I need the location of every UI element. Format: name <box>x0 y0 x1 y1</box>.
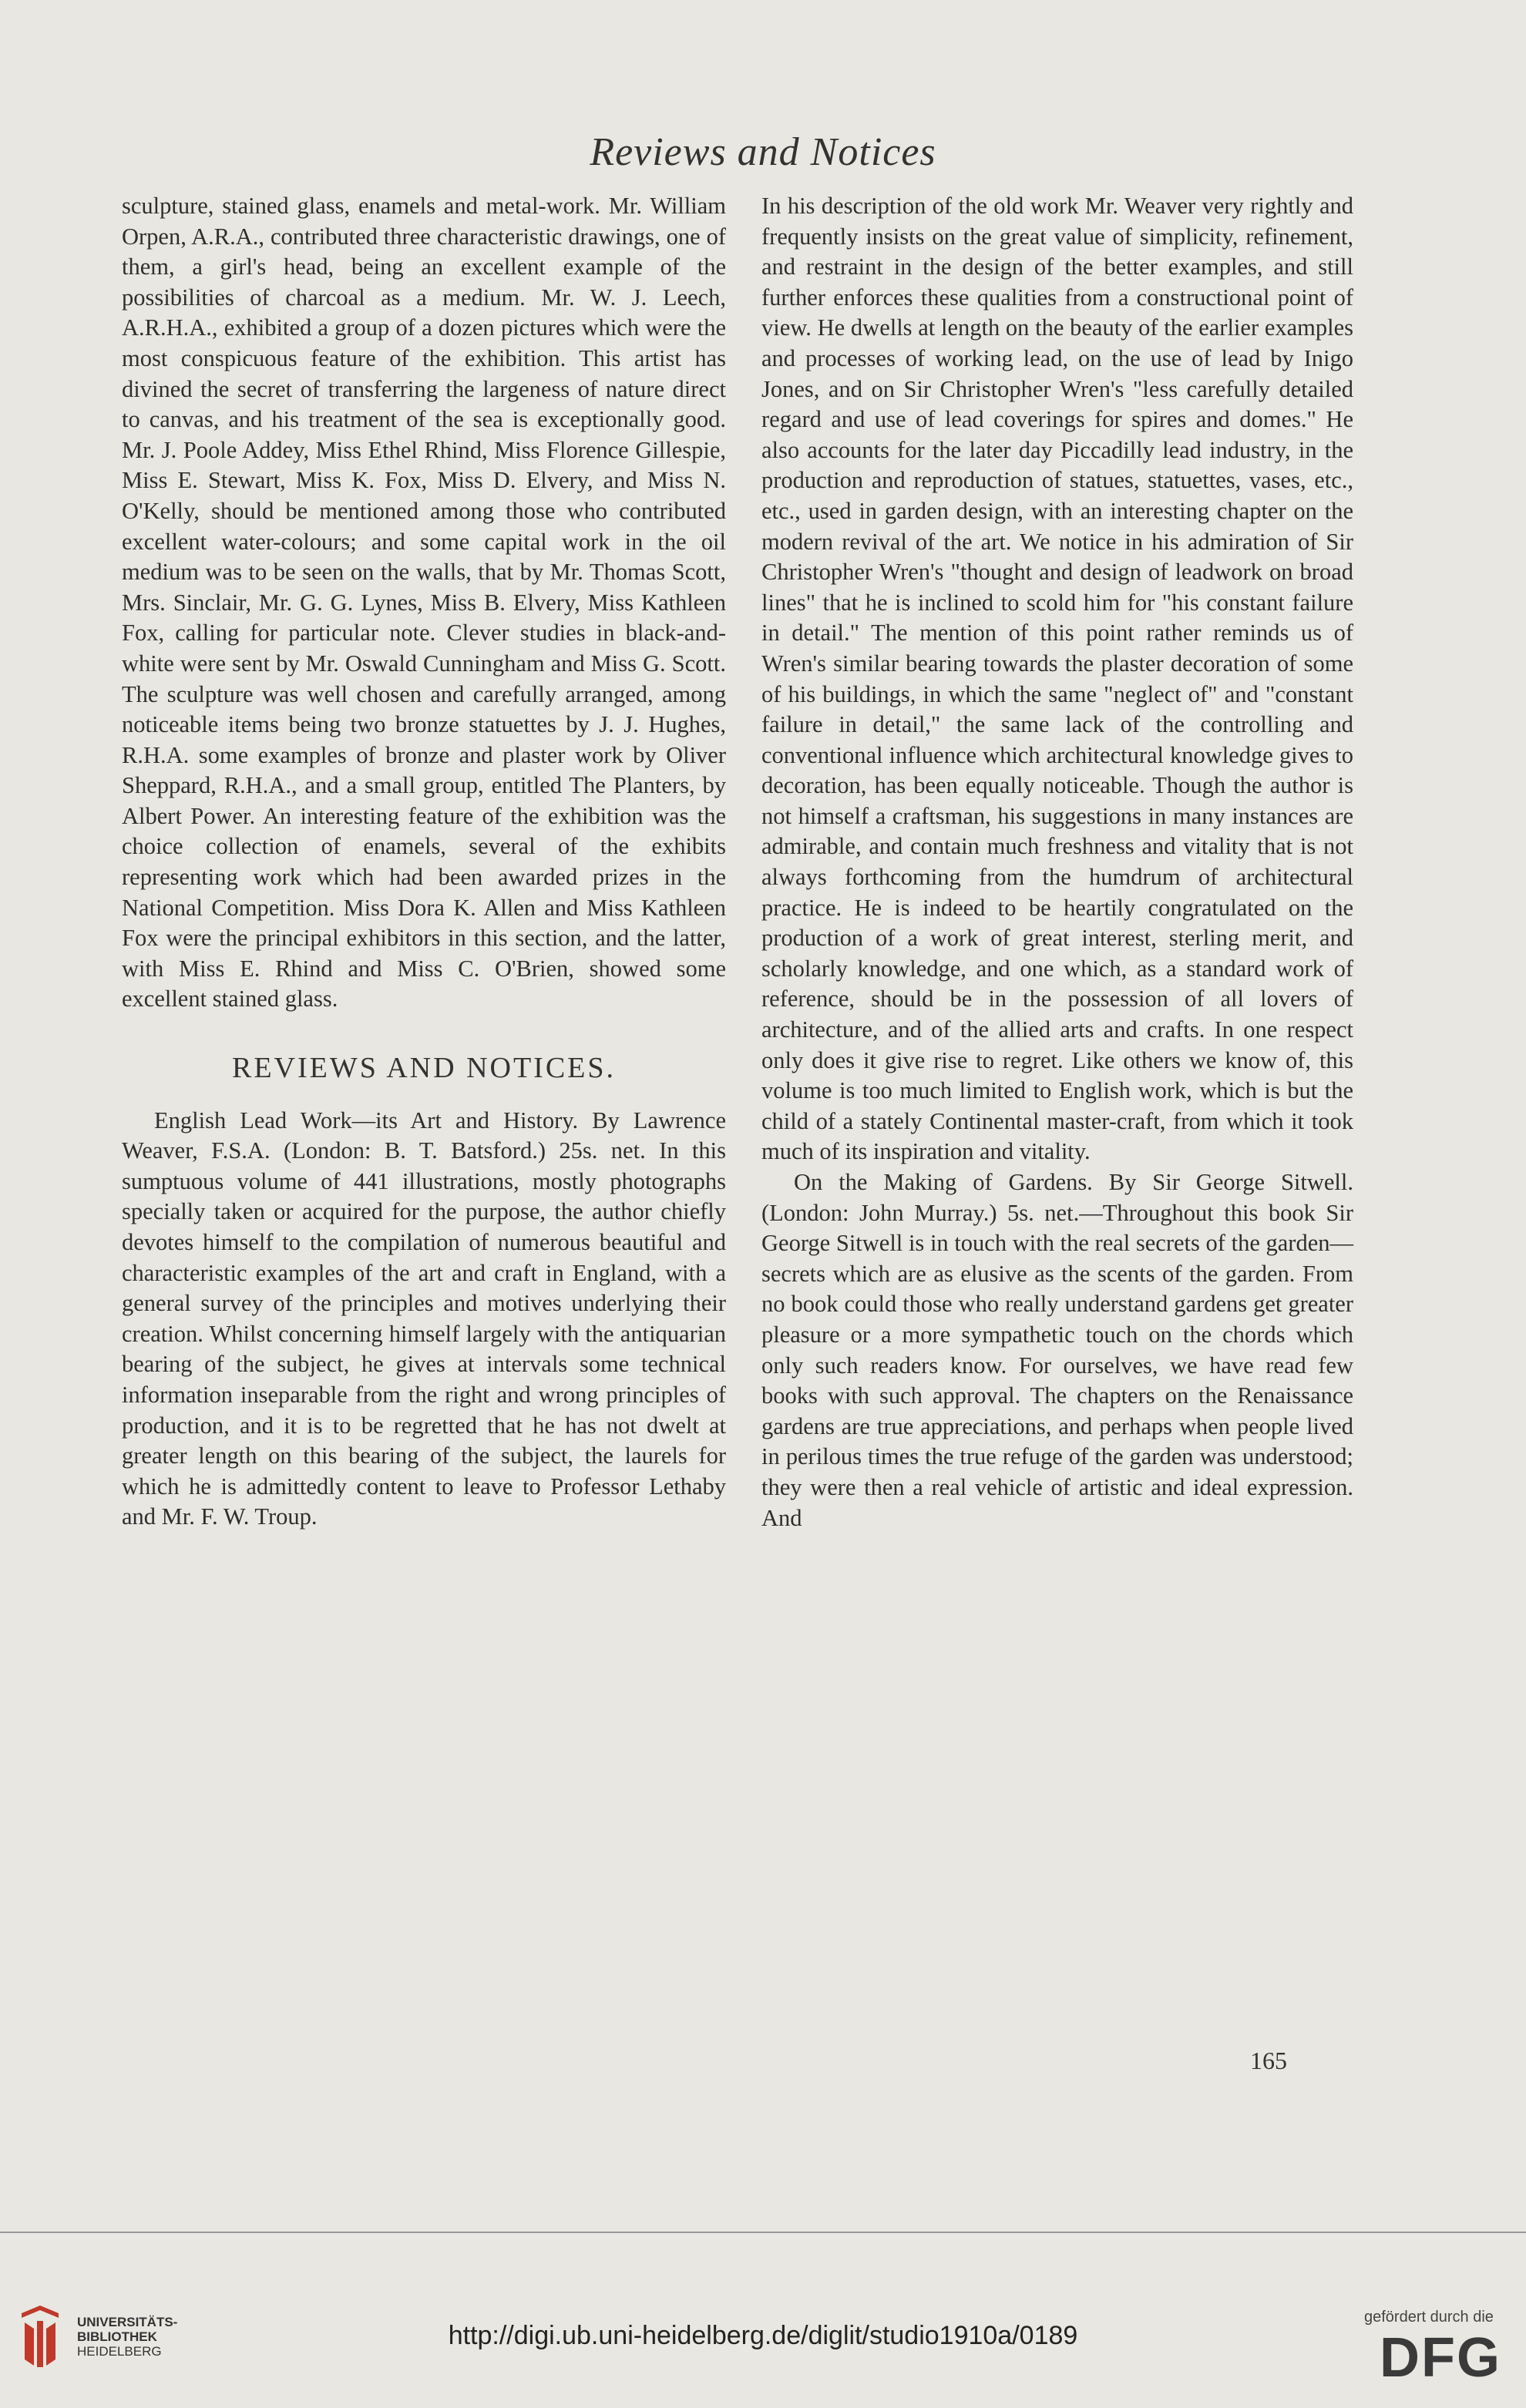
review-making-of-gardens: On the Making of Gardens. By Sir George Sitwell. (London: John Murray.) 5s. net.—Throughout this book Sir George Sitwell is in touch with the real secrets of the garden—secrets which are as elusive as the scents of the garden. From no book could those who really understand gardens get greater pleasure or a more sympathetic touch on the chords which only such readers know. For ourselves, we have read few books with such approval. The chapters on the Renaissance gardens are true appreciations, and perhaps when people lived in perilous times the true refuge of the garden was understood; they were then a real vehicle of artistic and ideal expression. And <box>761 1169 1353 1531</box>
review-english-lead-work: English Lead Work—its Art and History. By Lawrence Weaver, F.S.A. (London: B. T. Batsford.) 25s. net. In this sumptuous volume of 441 illustrations, mostly photographs specially taken or acquired for the purpose, the author chiefly devotes himself to the compilation of numerous beautiful and characteristic examples of the art and craft in England, with a general survey of the principles and motives underlying their creation. Whilst concerning himself largely with the antiquarian bearing of the subject, he gives at intervals some technical information inseparable from the right and wrong principles of production, and it is to be regretted that he has not dwelt at greater length on this bearing of the subject, the laurels for which he is admittedly content to leave to Professor Lethaby and Mr. F. W. Troup. <box>122 1107 726 1530</box>
page-number: 165 <box>1250 2047 1287 2074</box>
right-column <box>761 191 1353 1533</box>
footer-divider <box>0 2232 1526 2233</box>
left-paragraph-exhibition: sculpture, stained glass, enamels and metal-work. Mr. William Orpen, A.R.A., contributed three characteristic drawings, one of them, a girl's head, being an excellent example of the possibilities of charcoal as a medium. Mr. W. J. Leech, A.R.H.A., exhibited a group of a dozen pictures which were the most conspicuous feature of the exhibition. This artist has divined the secret of transferring the largeness of nature direct to canvas, and his treatment of the sea is exceptionally good. Mr. J. Poole Addey, Miss Ethel Rhind, Miss Florence Gillespie, Miss E. Stewart, Miss K. Fox, Miss D. Elvery, and Miss N. O'Kelly, should be mentioned among those who contributed excellent water-colours; and some capital work in the oil medium was to be seen on the walls, that by Mr. Thomas Scott, Mrs. Sinclair, Mr. G. G. Lynes, Miss B. Elvery, Miss Kathleen Fox, calling for particular note. Clever studies in black-and-white were sent by Mr. Oswald Cunningham and Miss G. Scott. The sculpture was well chosen and carefully arranged, among noticeable items being two bronze statuettes by J. J. Hughes, R.H.A. some examples of bronze and plaster work by Oliver Sheppard, R.H.A., and a small group, entitled The Planters, by Albert Power. An interesting feature of the exhibition was the choice collection of enamels, several of the exhibits representing work which had been awarded prizes in the National Competition. Miss Dora K. Allen and Miss Kathleen Fox were the principal exhibitors in this section, and the latter, with Miss E. Rhind and Miss C. O'Brien, showed some excellent stained glass. <box>122 193 726 1013</box>
section-heading-reviews: REVIEWS AND NOTICES. <box>231 1052 617 1085</box>
running-heading: Reviews and Notices <box>590 130 936 174</box>
permalink-url[interactable]: http://digi.ub.uni-heidelberg.de/diglit/studio1910a/0189 <box>448 2321 1078 2350</box>
sponsor-caption: gefördert durch die <box>1364 2309 1494 2326</box>
left-column <box>122 191 726 1533</box>
library-line-2: BIBLIOTHEK <box>77 2329 157 2344</box>
review-english-lead-work-continued: In his description of the old work Mr. Weaver very rightly and frequently insists on the great value of simplicity, refinement, and restraint in the design of the better examples, and still further enforces these qualities from a constructional point of view. He dwells at length on the beauty of the earlier examples and processes of working lead, on the use of lead by Inigo Jones, and on Sir Christopher Wren's "less carefully detailed regard and use of lead coverings for spires and domes." He also accounts for the later day Piccadilly lead industry, in the production and reproduction of statues, statuettes, vases, etc., etc., used in garden design, with an interesting chapter on the modern revival of the art. We notice in his admiration of Sir Christopher Wren's "thought and design of leadwork on broad lines" that he is inclined to scold him for "his constant failure in detail." The mention of this point rather reminds us of Wren's similar bearing towards the plaster decoration of some of his buildings, in which the same "neglect of" and "constant failure in detail," the same lack of the controlling and conventional influence which architectural knowledge gives to decoration, has been equally noticeable. Though the author is not himself a craftsman, his suggestions in many instances are admirable, and contain much freshness and vitality that is not always forthcoming from the humdrum of architectural practice. He is indeed to be heartily congratulated on the production of a work of great interest, sterling merit, and scholarly knowledge, and one which, as a standard work of reference, should be in the possession of all lovers of architecture, and of the allied arts and crafts. In one respect only does it give rise to regret. Like others we know of, this volume is too much limited to English work, which is but the child of a stately Continental master-craft, from which it took much of its inspiration and vitality. <box>761 193 1353 1165</box>
dfg-logo: DFG <box>1380 2327 1501 2389</box>
library-line-3: HEIDELBERG <box>77 2344 162 2359</box>
library-line-1: UNIVERSITÄTS- <box>77 2315 178 2329</box>
